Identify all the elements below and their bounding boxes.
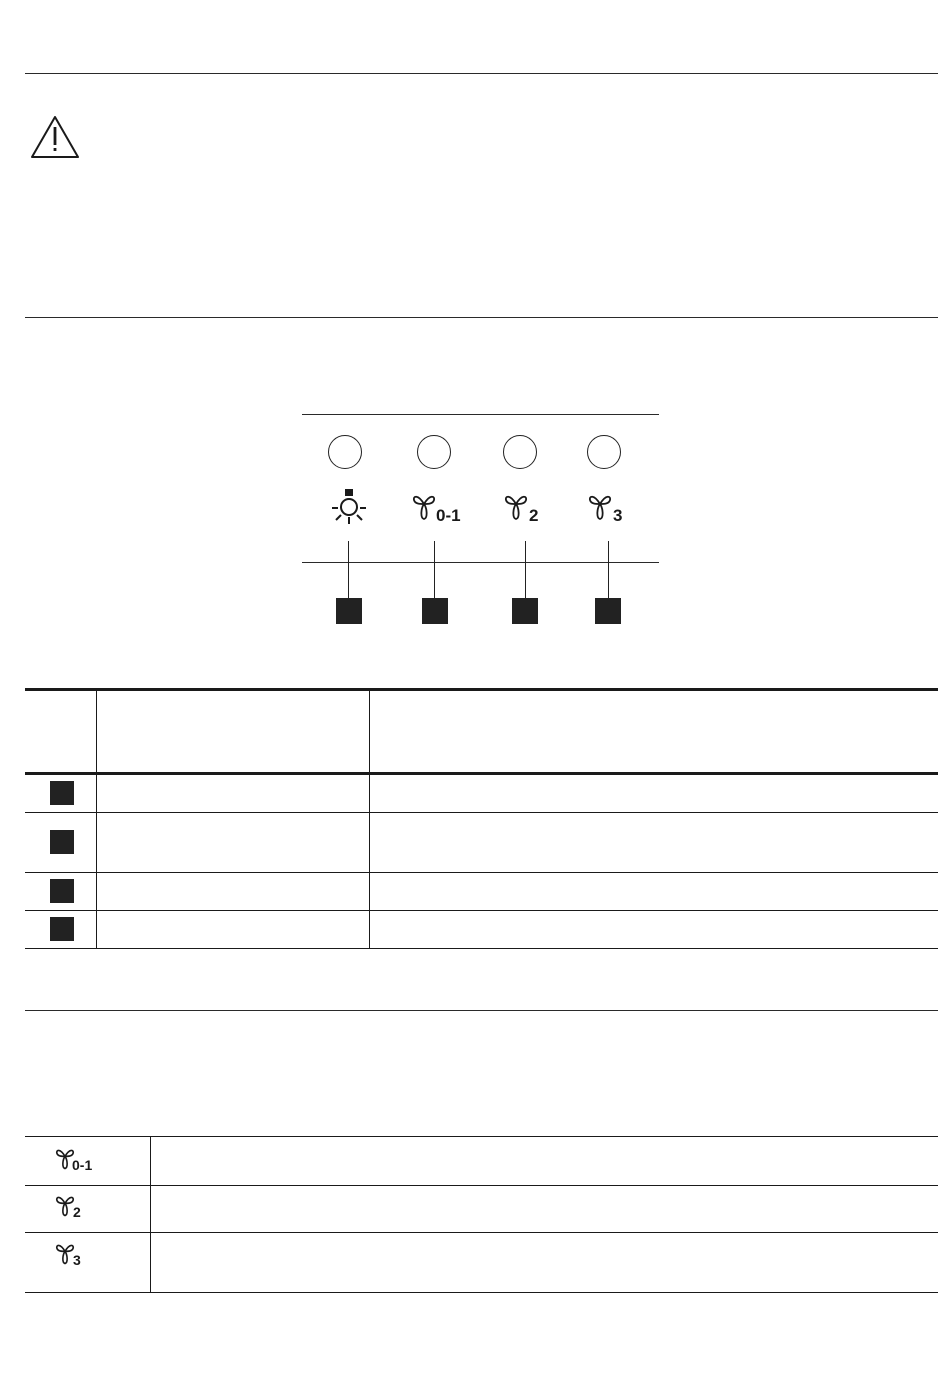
black-square-button: [50, 879, 74, 903]
fan-speed-2-subscript: 2: [73, 1204, 81, 1220]
black-square-button: [50, 917, 74, 941]
warning-triangle-icon: [29, 114, 81, 165]
table-column-divider: [369, 690, 370, 948]
black-square-button: [512, 598, 538, 624]
table-row-divider: [25, 1232, 938, 1233]
table-top-border: [25, 1136, 938, 1137]
black-square-button: [422, 598, 448, 624]
table-row-divider: [25, 910, 938, 911]
panel-top-edge: [302, 414, 659, 415]
fan-speed-3-subscript: 3: [613, 506, 623, 525]
table-bottom-border: [25, 1292, 938, 1293]
fan-icon: [55, 1240, 75, 1266]
black-square-button: [336, 598, 362, 624]
fan-speed-1-indicator: [417, 435, 451, 469]
fan-speed-2-indicator: [503, 435, 537, 469]
black-square-button: [50, 781, 74, 805]
table-top-border: [25, 688, 938, 691]
fan-icon: [504, 490, 528, 522]
fan-icon: [412, 490, 436, 522]
table-row-divider: [25, 872, 938, 873]
table-column-divider: [150, 1137, 151, 1292]
light-indicator: [328, 435, 362, 469]
black-square-button: [50, 830, 74, 854]
black-square-button: [595, 598, 621, 624]
table-column-divider: [96, 690, 97, 948]
fan-icon: [55, 1192, 75, 1218]
table-header-border: [25, 772, 938, 775]
fan-speed-2-subscript: 2: [529, 506, 539, 525]
callout-line: [434, 541, 435, 599]
fan-icon: [588, 490, 612, 522]
light-bulb-icon: [330, 488, 368, 526]
table-row-divider: [25, 812, 938, 813]
top-rule: [25, 73, 938, 74]
fan-speed-3-subscript: 3: [73, 1252, 81, 1268]
fan-speed-1-subscript: 0-1: [436, 506, 461, 525]
callout-line: [608, 541, 609, 599]
fan-speed-3-indicator: [587, 435, 621, 469]
panel-bottom-edge: [302, 562, 659, 563]
callout-line: [525, 541, 526, 599]
section-rule: [25, 317, 938, 318]
table-bottom-border: [25, 948, 938, 949]
section-rule: [25, 1010, 938, 1011]
table-row-divider: [25, 1185, 938, 1186]
callout-line: [348, 541, 349, 599]
fan-speed-1-subscript: 0-1: [72, 1157, 93, 1173]
